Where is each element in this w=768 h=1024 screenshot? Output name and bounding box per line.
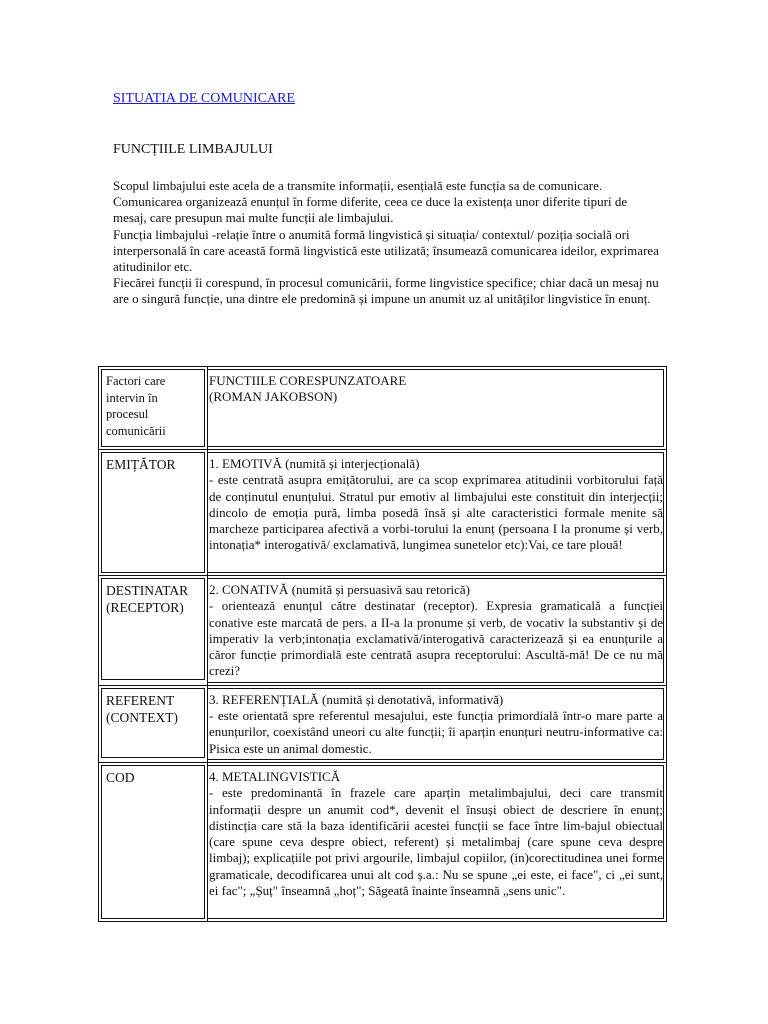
factor-cell <box>99 576 208 686</box>
table-row <box>99 762 667 921</box>
function-inner <box>208 452 664 573</box>
intro-paragraph: Funcția limbajului -relație între o anumită formă lingvistică și situația/ contextul/ poziția socială ori interpersonală în care această formă lingvistică este utilizată; însumează comunicarea ideilor, exprimarea atitudinilor etc. <box>113 226 659 275</box>
factor-inner <box>101 765 205 919</box>
table-row <box>99 450 667 576</box>
intro-paragraph: Comunicarea organizează enunțul în forme diferite, ceea ce duce la existența unor diferite tipuri de mesaj, care presupun mai multe funcții ale limbajului. <box>113 194 628 226</box>
function-description: - este orientată spre referentul mesajului, este funcția primordială într-o mare parte a enunțurilor, coexistând uneori cu alte funcții; îi aparțin enunțuri neutru-informative ca: Pisica este un animal domestic. <box>209 708 663 756</box>
function-inner <box>208 688 664 760</box>
header-function-title: FUNCTIILE CORESPUNZATOARE <box>209 373 407 388</box>
function-title: 3. REFERENȚIALĂ (numită și denotativă, informativă) <box>209 691 504 707</box>
table-row <box>99 685 667 762</box>
function-inner <box>208 578 664 683</box>
header-function-cell <box>208 367 667 450</box>
factor-label: REFERENT <box>106 692 175 708</box>
document-title-link[interactable]: SITUATIA DE COMUNICARE <box>113 91 295 106</box>
factor-cell <box>99 450 208 576</box>
function-description: - este centrată asupra emițătorului, are ca scop exprimarea atitudinii vorbitorului față de conținutul enunțului. Stratul pur emotiv al limbajului este constituit din interjecții; dincolo de emoția pură, limba posedă însă și alte caracteristici formale menite să marcheze participarea afectivă a vorbi-torului la enunț (persoana I la pronume și verb, intonația* interogativă/ exclamativă, lungimea sunetelor etc):Vai, ce tare plouă! <box>209 472 663 553</box>
intro-paragraph: Scopul limbajului este acela de a transmite informații, esențială este funcția sa de comunicare. <box>113 178 603 193</box>
header-function-inner <box>208 369 664 447</box>
factor-inner <box>101 688 205 758</box>
factor-inner <box>101 578 205 680</box>
factor-label: EMIȚĂTOR <box>106 457 176 472</box>
header-function-author: (ROMAN JAKOBSON) <box>209 389 338 405</box>
function-cell <box>208 576 667 686</box>
factor-sublabel: (RECEPTOR) <box>106 600 184 615</box>
intro-paragraph: Fiecărei funcții îi corespund, în procesul comunicării, forme lingvistice specifice; chiar dacă un mesaj nu are o singură funcție, una dintre ele predomină și impune un anumit uz al unităților lingvistice în enunț. <box>113 275 659 307</box>
factor-cell <box>99 762 208 921</box>
factor-label: COD <box>106 769 135 785</box>
header-factor-cell <box>99 367 208 450</box>
function-title: 1. EMOTIVĂ (numită și interjecțională) <box>209 456 420 471</box>
header-factor-text: Factori care intervin în procesul comunicării <box>101 369 205 447</box>
function-title: 2. CONATIVĂ (numită și persuasivă sau retorică) <box>209 582 471 597</box>
factor-sublabel: (CONTEXT) <box>106 709 178 725</box>
table-header-row <box>99 367 667 450</box>
section-heading: FUNCȚIILE LIMBAJULUI <box>113 142 273 157</box>
table-row <box>99 576 667 686</box>
function-description: - orientează enunțul către destinatar (receptor). Expresia gramaticală a funcției conative este marcată de pers. a II-a la pronume și verb, de vocativ la substantiv și de imperativ la verb;intonația exclamativă/interogativă caracterizează și ea enunțurile a căror funcție primordială este centrată asupra receptorului: Ascultă-mă! De ce nu mă crezi? <box>209 598 663 679</box>
function-description: - este predominantă în frazele care aparțin metalimbajului, deci care transmit informații despre un anumit cod*, devenit el însuși obiect de descriere în enunț; distincția care stă la baza identificării acestei funcții se face între lim-bajul obiectual (care spune ceva despre obiect, referent) și metalimbaj (care spune ceva despre limbaj); explicațiile pot privi argourile, limbajul copiilor, (in)corectitudinea unei forme gramaticale, decodificarea unui alt cod ș.a.: Nu se spune „ei este, ei face", ci „ei sunt, ei fac"; „Șuț" înseamnă „hoț"; Săgeată înainte înseamnă „sens unic". <box>209 785 663 899</box>
factor-inner <box>101 452 205 573</box>
function-inner <box>208 765 664 919</box>
function-cell <box>208 762 667 921</box>
function-cell <box>208 685 667 762</box>
function-cell <box>208 450 667 576</box>
functions-table <box>98 366 667 922</box>
intro-text <box>113 178 663 308</box>
factor-cell <box>99 685 208 762</box>
function-title: 4. METALINGVISTICĂ <box>209 768 341 784</box>
factor-label: DESTINATAR <box>106 583 189 598</box>
